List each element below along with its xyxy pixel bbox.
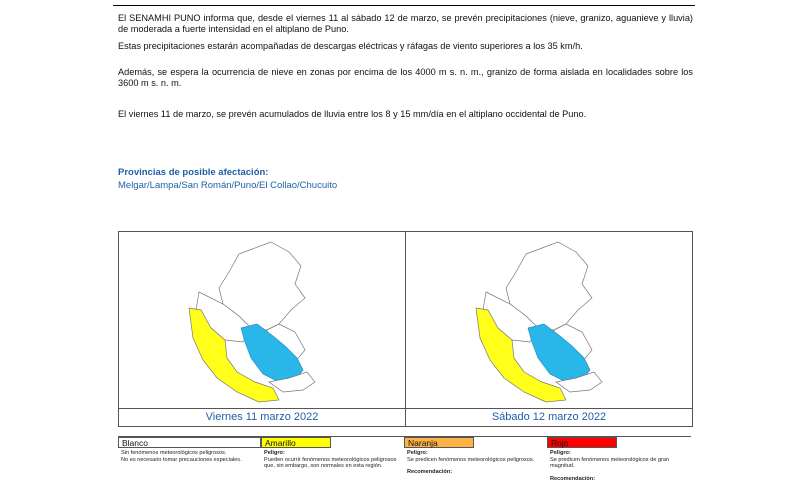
legend-heading: Recomendación: bbox=[550, 475, 596, 482]
legend-label: Naranja bbox=[404, 437, 474, 448]
paragraph-rain: El viernes 11 de marzo, se prevén acumulados de lluvia entre los 8 y 15 mm/día en el altiplano occidental de Puno. bbox=[118, 109, 587, 119]
paragraph-wind: Estas precipitaciones estarán acompañadas de descargas eléctricas y ráfagas de viento superiores a los 35 km/h. bbox=[118, 41, 583, 51]
legend-yellow bbox=[261, 437, 404, 501]
map-caption-friday: Viernes 11 marzo 2022 bbox=[119, 408, 405, 423]
paragraph-snow: Además, se espera la ocurrencia de nieve en zonas por encima de los 4000 m s. n. m., granizo de forma aislada en localidades sobre los 3600 m s. n. m. bbox=[118, 67, 693, 88]
puno-map-icon bbox=[406, 232, 692, 408]
alert-legend bbox=[118, 436, 691, 501]
provinces-list: Melgar/Lampa/San Román/Puno/El Collao/Chucuito bbox=[118, 180, 338, 191]
legend-orange bbox=[404, 437, 547, 501]
legend-white bbox=[118, 437, 261, 501]
legend-text: Se predicen fenómenos meteorológicos de gran magnitud. bbox=[550, 456, 670, 470]
maps-panel bbox=[118, 231, 693, 427]
legend-text: No es necesario tomar precauciones especiales. bbox=[121, 456, 242, 463]
legend-heading: Recomendación: bbox=[407, 469, 453, 476]
document-page bbox=[113, 0, 695, 500]
legend-label: Blanco bbox=[118, 437, 261, 448]
paragraph-forecast: El SENAMHI PUNO informa que, desde el viernes 11 al sábado 12 de marzo, se prevén precipitaciones (nieve, granizo, aguanieve y lluvia) de moderada a fuerte intensidad en el altiplano de Puno. bbox=[118, 13, 693, 34]
legend-text: Sin fenómenos meteorológicos peligrosos. bbox=[121, 450, 227, 456]
map-friday bbox=[119, 232, 406, 426]
map-caption-saturday: Sábado 12 marzo 2022 bbox=[406, 408, 692, 423]
legend-text: Pueden ocurrir fenómenos meteorológicos peligrosos que, sin embargo, son normales en esta región. bbox=[264, 456, 397, 470]
legend-heading: Peligro: bbox=[550, 450, 571, 456]
legend-heading: Peligro: bbox=[407, 450, 428, 456]
legend-heading: Peligro: bbox=[264, 450, 285, 456]
header-rule bbox=[113, 0, 695, 6]
legend-label: Rojo bbox=[547, 437, 617, 448]
legend-red bbox=[547, 437, 690, 501]
provinces-title: Provincias de posible afectación: bbox=[118, 167, 269, 178]
legend-label: Amarillo bbox=[261, 437, 331, 448]
map-saturday bbox=[406, 232, 692, 426]
legend-text: Se predicen fenómenos meteorológicos peligrosos. bbox=[407, 456, 535, 463]
puno-map-icon bbox=[119, 232, 405, 408]
